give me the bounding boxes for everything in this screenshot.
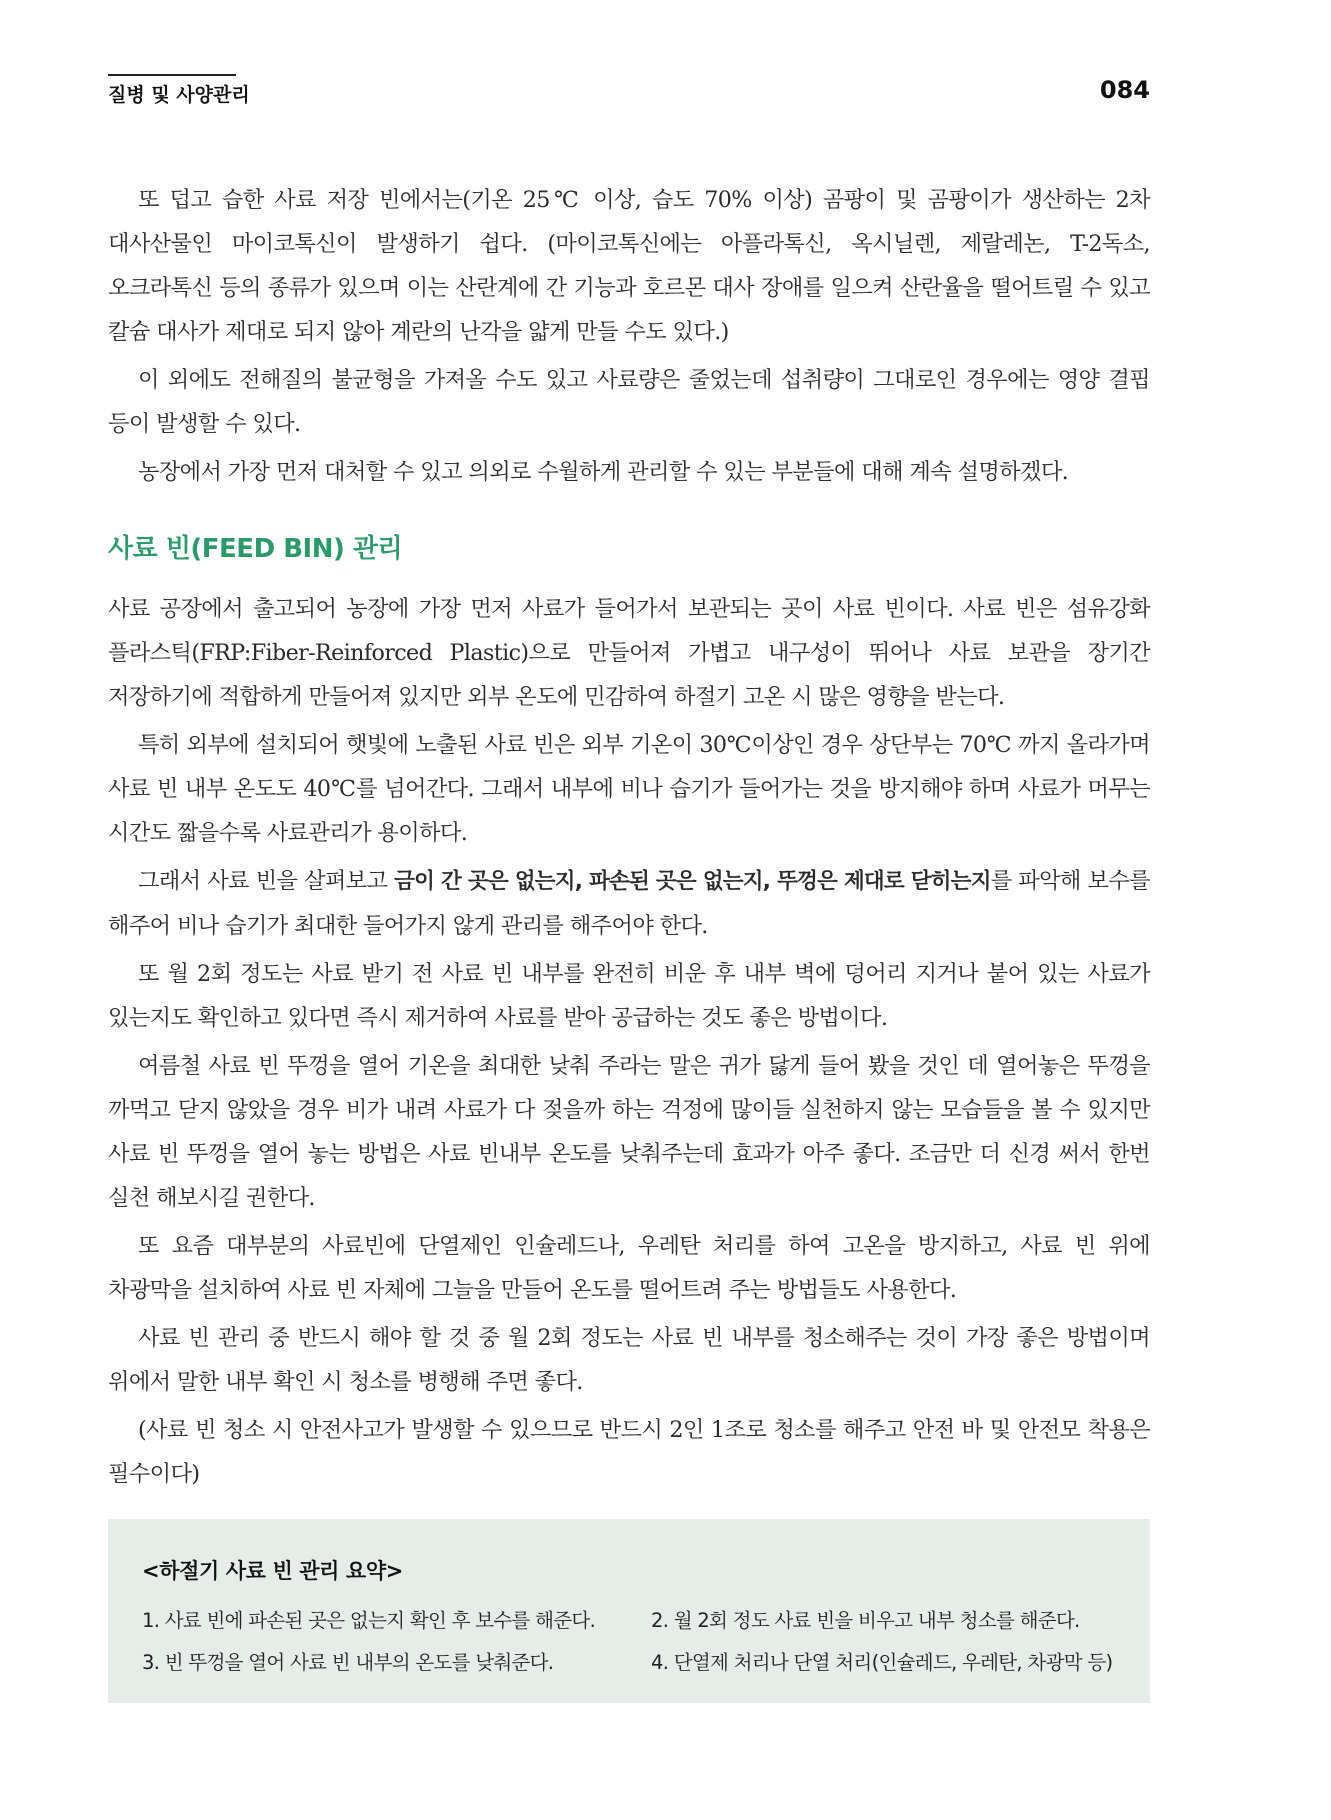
page-header: [108, 76, 1150, 116]
paragraph-safety-note: (사료 빈 청소 시 안전사고가 발생할 수 있으므로 반드시 2인 1조로 청소를 해주고 안전 바 및 안전모 착용은 필수이다): [108, 1417, 1150, 1487]
summary-item: 2. 월 2회 정도 사료 빈을 비우고 내부 청소를 해준다.: [651, 1609, 1080, 1632]
page-number: 084: [1099, 76, 1150, 104]
summary-item: 4. 단열제 처리나 단열 처리(인슐레드, 우레탄, 차광막 등): [651, 1651, 1113, 1674]
inspection-text-after: 를 파악해 보수를 해주어 비나 습기가 최대한 들어가지 않게 관리를 해주어야 한다.: [108, 868, 1150, 939]
paragraph-electrolyte: 이 외에도 전해질의 불균형을 가져올 수도 있고 사료량은 줄었는데 섭취량이 그대로인 경우에는 영양 결핍 등이 발생할 수 있다.: [108, 367, 1150, 437]
paragraph-open-lid: 여름철 사료 빈 뚜껑을 열어 기온을 최대한 낮춰 주라는 말은 귀가 닳게 들어 봤을 것인 데 열어놓은 뚜껑을 까먹고 닫지 않았을 경우 비가 내려 사료가 다 젖을까 하는 걱정에 많이들 실천하지 않는 모습들을 볼 수 있지만 사료 빈 뚜껑을 열어 놓는 방법은 사료 빈내부 온도를 낮춰주는데 효과가 아주 좋다. 조금만 더 신경 써서 한번 실천 해보시길 권한다.: [108, 1053, 1150, 1211]
section-heading: 사료 빈(FEED BIN) 관리: [108, 534, 403, 564]
section-title: 질병 및 사양관리: [108, 84, 250, 106]
inspection-text-before: 그래서 사료 빈을 살펴보고: [138, 868, 395, 894]
paragraph-insulation: 또 요즘 대부분의 사료빈에 단열제인 인슐레드나, 우레탄 처리를 하여 고온을 방지하고, 사료 빈 위에 차광막을 설치하여 사료 빈 자체에 그늘을 만들어 온도를 떨어트려 주는 방법들도 사용한다.: [108, 1233, 1150, 1303]
paragraph-sunlight: 특히 외부에 설치되어 햇빛에 노출된 사료 빈은 외부 기온이 30℃이상인 경우 상단부는 70℃ 까지 올라가며 사료 빈 내부 온도도 40℃를 넘어간다. 그래서 내부에 비나 습기가 들어가는 것을 방지해야 하며 사료가 머무는 시간도 짧을수록 사료관리가 용이하다.: [108, 732, 1150, 846]
summary-item: 1. 사료 빈에 파손된 곳은 없는지 확인 후 보수를 해준다.: [142, 1609, 596, 1632]
summary-box: [108, 1519, 1150, 1703]
paragraph-farm-response: 농장에서 가장 먼저 대처할 수 있고 의외로 수월하게 관리할 수 있는 부분들에 대해 계속 설명하겠다.: [138, 459, 1069, 485]
paragraph-feed-bin-intro: 사료 공장에서 출고되어 농장에 가장 먼저 사료가 들어가서 보관되는 곳이 사료 빈이다. 사료 빈은 섬유강화 플라스틱(FRP:Fiber-Reinforced Plastic)으로 만들어져 가볍고 내구성이 뛰어나 사료 보관을 장기간 저장하기에 적합하게 만들어져 있지만 외부 온도에 민감하여 하절기 고온 시 많은 영향을 받는다.: [108, 596, 1150, 710]
paragraph-inspection: [108, 859, 1150, 948]
paragraph-cleaning: 사료 빈 관리 중 반드시 해야 할 것 중 월 2회 정도는 사료 빈 내부를 청소해주는 것이 가장 좋은 방법이며 위에서 말한 내부 확인 시 청소를 병행해 주면 좋다.: [108, 1325, 1150, 1395]
summary-title: <하절기 사료 빈 관리 요약>: [142, 1559, 403, 1583]
paragraph-monthly-check: 또 월 2회 정도는 사료 받기 전 사료 빈 내부를 완전히 비운 후 내부 벽에 덩어리 지거나 붙어 있는 사료가 있는지도 확인하고 있다면 즉시 제거하여 사료를 받아 공급하는 것도 좋은 방법이다.: [108, 961, 1150, 1031]
header-rule: [108, 74, 236, 76]
paragraph-mycotoxin: 또 덥고 습한 사료 저장 빈에서는(기온 25℃ 이상, 습도 70% 이상) 곰팡이 및 곰팡이가 생산하는 2차 대사산물인 마이코톡신이 발생하기 쉽다. (마이코톡신에는 아플라톡신, 옥시닐렌, 제랄레논, T-2독소, 오크라톡신 등의 종류가 있으며 이는 산란계에 간 기능과 호르몬 대사 장애를 일으켜 산란율을 떨어트릴 수 있고 칼슘 대사가 제대로 되지 않아 계란의 난각을 얇게 만들 수도 있다.): [108, 187, 1150, 345]
body-text: [108, 178, 1150, 1500]
inspection-emphasis: 금이 간 곳은 없는지, 파손된 곳은 없는지, 뚜껑은 제대로 닫히는지: [394, 869, 991, 894]
summary-item: 3. 빈 뚜껑을 열어 사료 빈 내부의 온도를 낮춰준다.: [142, 1651, 554, 1674]
